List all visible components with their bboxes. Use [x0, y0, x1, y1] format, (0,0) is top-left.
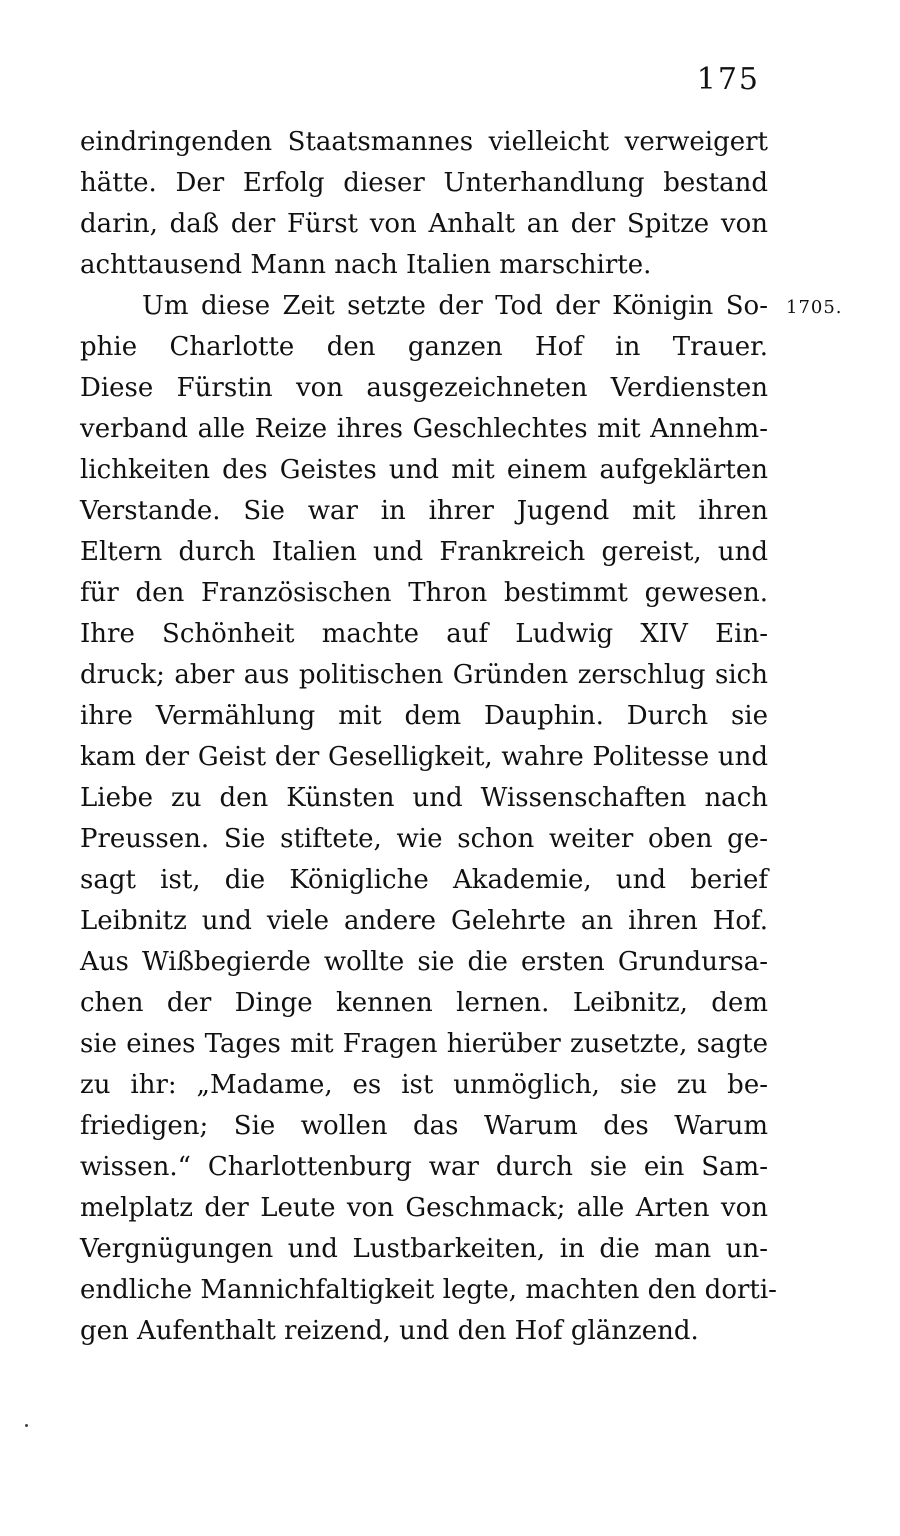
text-line: für den Französischen Thron bestimmt gewesen. — [80, 578, 768, 608]
text-line: endliche Mannichfaltigkeit legte, machten den dorti- — [80, 1275, 777, 1305]
ink-speck — [25, 1424, 28, 1427]
text-line: eindringenden Staatsmannes vielleicht verweigert — [80, 127, 768, 157]
page-number: 175 — [696, 62, 760, 97]
text-line: Vergnügungen und Lustbarkeiten, in die man un- — [80, 1234, 768, 1264]
text-line: lichkeiten des Geistes und mit einem aufgeklärten — [80, 455, 768, 485]
text-line: wissen.“ Charlottenburg war durch sie ein Sam- — [80, 1152, 768, 1182]
text-line: Verstande. Sie war in ihrer Jugend mit ihren — [80, 496, 768, 526]
text-line: Ihre Schönheit machte auf Ludwig XIV Ein- — [80, 619, 768, 649]
text-line: Aus Wißbegierde wollte sie die ersten Grundursa- — [80, 947, 768, 977]
text-line: chen der Dinge kennen lernen. Leibnitz, dem — [80, 988, 768, 1018]
body-text — [80, 122, 777, 1352]
text-line: sie eines Tages mit Fragen hierüber zusetzte, sagte — [80, 1029, 768, 1059]
text-line: darin, daß der Fürst von Anhalt an der Spitze von — [80, 209, 768, 239]
text-line: Liebe zu den Künsten und Wissenschaften nach — [80, 783, 768, 813]
text-line: achttausend Mann nach Italien marschirte. — [80, 250, 652, 280]
text-line: Preussen. Sie stiftete, wie schon weiter oben ge- — [80, 824, 768, 854]
paragraph-start-line: Um diese Zeit setzte der Tod der Königin So- — [142, 291, 768, 321]
text-line: melplatz der Leute von Geschmack; alle Arten von — [80, 1193, 768, 1223]
text-line: druck; aber aus politischen Gründen zerschlug sich — [80, 660, 768, 690]
text-line: hätte. Der Erfolg dieser Unterhandlung bestand — [80, 168, 768, 198]
text-line: gen Aufenthalt reizend, und den Hof glänzend. — [80, 1316, 699, 1346]
text-line: zu ihr: „Madame, es ist unmöglich, sie zu be- — [80, 1070, 768, 1100]
text-line: friedigen; Sie wollen das Warum des Warum — [80, 1111, 768, 1141]
text-line: sagt ist, die Königliche Akademie, und berief — [80, 865, 768, 895]
text-line: Eltern durch Italien und Frankreich gereist, und — [80, 537, 768, 567]
text-line: kam der Geist der Geselligkeit, wahre Politesse und — [80, 742, 768, 772]
text-line: Leibnitz und viele andere Gelehrte an ihren Hof. — [80, 906, 768, 936]
margin-year-note: 1705. — [786, 297, 843, 318]
text-line: ihre Vermählung mit dem Dauphin. Durch sie — [80, 701, 768, 731]
text-line: phie Charlotte den ganzen Hof in Trauer. — [80, 332, 768, 362]
text-line: Diese Fürstin von ausgezeichneten Verdiensten — [80, 373, 768, 403]
text-line: verband alle Reize ihres Geschlechtes mit Annehm- — [80, 414, 768, 444]
